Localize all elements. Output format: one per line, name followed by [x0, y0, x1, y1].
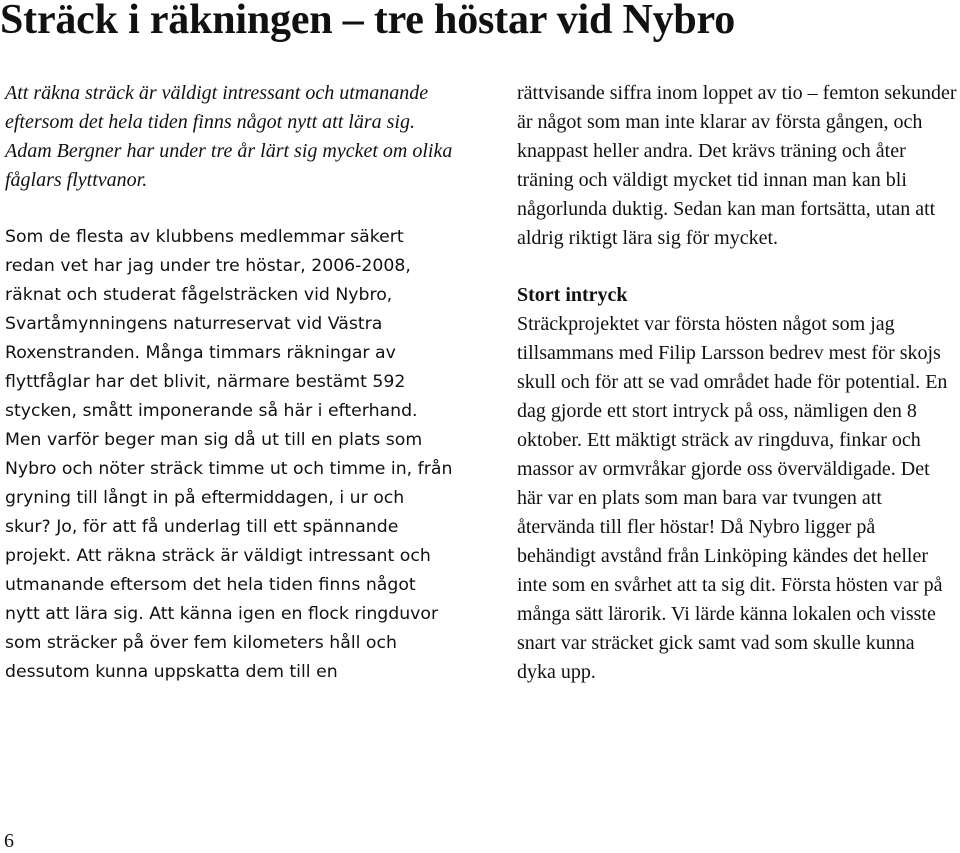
right-column [517, 79, 957, 715]
article-lead: Att räkna sträck är väldigt intressant och utmanande eftersom det hela tiden finns något nytt att lära sig. Adam Bergner har under tre år lärt sig mycket om olika fåglars flyttvanor. [5, 82, 453, 191]
body-text-left: Som de flesta av klubbens medlemmar säkert redan vet har jag under tre höstar, 2006-2008, räknat och studerat fågelsträcken vid Nybro, Svartåmynningens naturreservat vid Västra Roxenstranden. Många timmars räkningar av flyttfåglar har det blivit, närmare bestämt 592 stycken, smått imponerande så här i efterhand. Men varför beger man sig då ut till en plats som Nybro och nöter sträck timme ut och timme in, från gryning till långt in på eftermiddagen, i ur och skur? Jo, för att få underlag till ett spännande projekt. Att räkna sträck är väldigt intressant och utmanande eftersom det hela tiden finns något nytt att lära sig. Att känna igen en flock ringduvor som sträcker på över fem kilometers håll och dessutom kunna uppskatta dem till en [5, 227, 453, 682]
body-text-right-section: Sträckprojektet var första hösten något som jag tillsammans med Filip Larsson bedrev mest för skojs skull och för att se vad området hade för potential. En dag gjorde ett stort intryck på oss, nämligen den 8 oktober. Ett mäktigt sträck av ringduva, finkar och massor av ormvråkar gjorde oss överväldigade. Det här var en plats som man bara var tvungen att återvända till fler höstar! Då Nybro ligger på behändigt avstånd från Linköping kändes det heller inte som en svårhet att ta sig dit. Första hösten var på många sätt lärorik. Vi lärde känna lokalen och visste snart var sträcket gick samt vad som skulle kunna dyka upp. [517, 313, 948, 683]
article-headline: Sträck i räkningen – tre höstar vid Nybro [0, 0, 736, 43]
left-column [5, 79, 455, 687]
body-text-right-continuation: rättvisande siffra inom loppet av tio – femton sekunder är något som man inte klarar av första gången, och knappast heller andra. Det krävs träning och åter träning och väldigt mycket tid innan man kan bli någorlunda duktig. Sedan kan man fortsätta, utan att aldrig riktigt lära sig för mycket. [517, 82, 957, 249]
section-subheading: Stort intryck [517, 284, 628, 306]
page-number: 6 [4, 830, 14, 852]
